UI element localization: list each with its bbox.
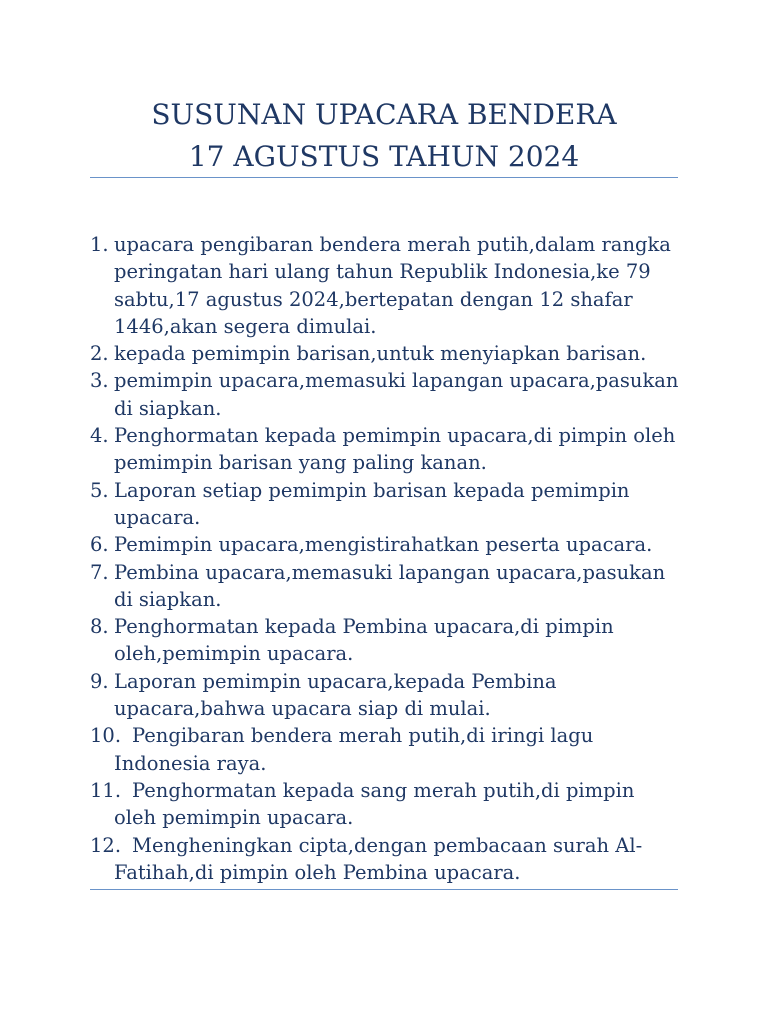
title-line-1: SUSUNAN UPACARA BENDERA [151,98,617,131]
step-number: 7. [90,560,109,584]
page-title [90,94,678,178]
list-item [90,832,690,887]
ceremony-steps-list [90,231,690,886]
step-number: 10. [90,724,122,748]
step-text-line: kepada pemimpin barisan,untuk menyiapkan barisan. [114,342,647,366]
step-text-line: 1446,akan segera dimulai. [114,314,377,338]
step-number: 5. [90,478,109,502]
step-text-line: Laporan pemimpin upacara,kepada Pembina [114,669,557,693]
step-text-line: oleh pemimpin upacara. [114,806,354,830]
step-text-line: Pemimpin upacara,mengistirahatkan peserta upacara. [114,533,653,557]
step-text-line: upacara. [114,505,201,529]
list-item [90,231,690,340]
step-text-line: pemimpin barisan yang paling kanan. [114,451,487,475]
step-number: 4. [90,424,109,448]
step-number: 2. [90,342,109,366]
step-number: 3. [90,369,109,393]
step-text-line: Fatihah,di pimpin oleh Pembina upacara. [114,860,521,884]
list-item [90,367,690,422]
step-text-line: peringatan hari ulang tahun Republik Indonesia,ke 79 [114,260,651,284]
step-text-line: Pembina upacara,memasuki lapangan upacara,pasukan [114,560,666,584]
step-text-line: Indonesia raya. [114,751,267,775]
step-text-line: Penghormatan kepada sang merah putih,di pimpin [132,778,635,802]
list-item [90,531,690,558]
step-number: 12. [90,833,122,857]
step-text-line: sabtu,17 agustus 2024,bertepatan dengan 12 shafar [114,287,633,311]
title-line-2: 17 AGUSTUS TAHUN 2024 [188,140,580,173]
step-text-line: Penghormatan kepada Pembina upacara,di pimpin [114,615,614,639]
step-text-line: oleh,pemimpin upacara. [114,642,354,666]
step-text-line: di siapkan. [114,587,222,611]
step-text-line: Penghormatan kepada pemimpin upacara,di pimpin oleh [114,424,676,448]
step-number: 11. [90,778,122,802]
step-text-line: di siapkan. [114,396,222,420]
list-item [90,668,690,723]
step-number: 9. [90,669,109,693]
list-item [90,422,690,477]
list-item [90,559,690,614]
step-text-line: Pengibaran bendera merah putih,di iringi lagu [132,724,594,748]
step-number: 6. [90,533,109,557]
step-number: 8. [90,615,109,639]
list-item [90,477,690,532]
step-text-line: upacara,bahwa upacara siap di mulai. [114,697,491,721]
list-item [90,722,690,777]
bottom-divider [90,889,678,890]
list-item [90,777,690,832]
step-text-line: upacara pengibaran bendera merah putih,dalam rangka [114,233,671,256]
step-text-line: Mengheningkan cipta,dengan pembacaan surah Al- [132,833,643,857]
top-divider [90,177,678,178]
list-item [90,340,690,367]
list-item [90,613,690,668]
step-text-line: pemimpin upacara,memasuki lapangan upacara,pasukan [114,369,679,393]
step-number: 1. [90,233,109,256]
step-text-line: Laporan setiap pemimpin barisan kepada pemimpin [114,478,630,502]
